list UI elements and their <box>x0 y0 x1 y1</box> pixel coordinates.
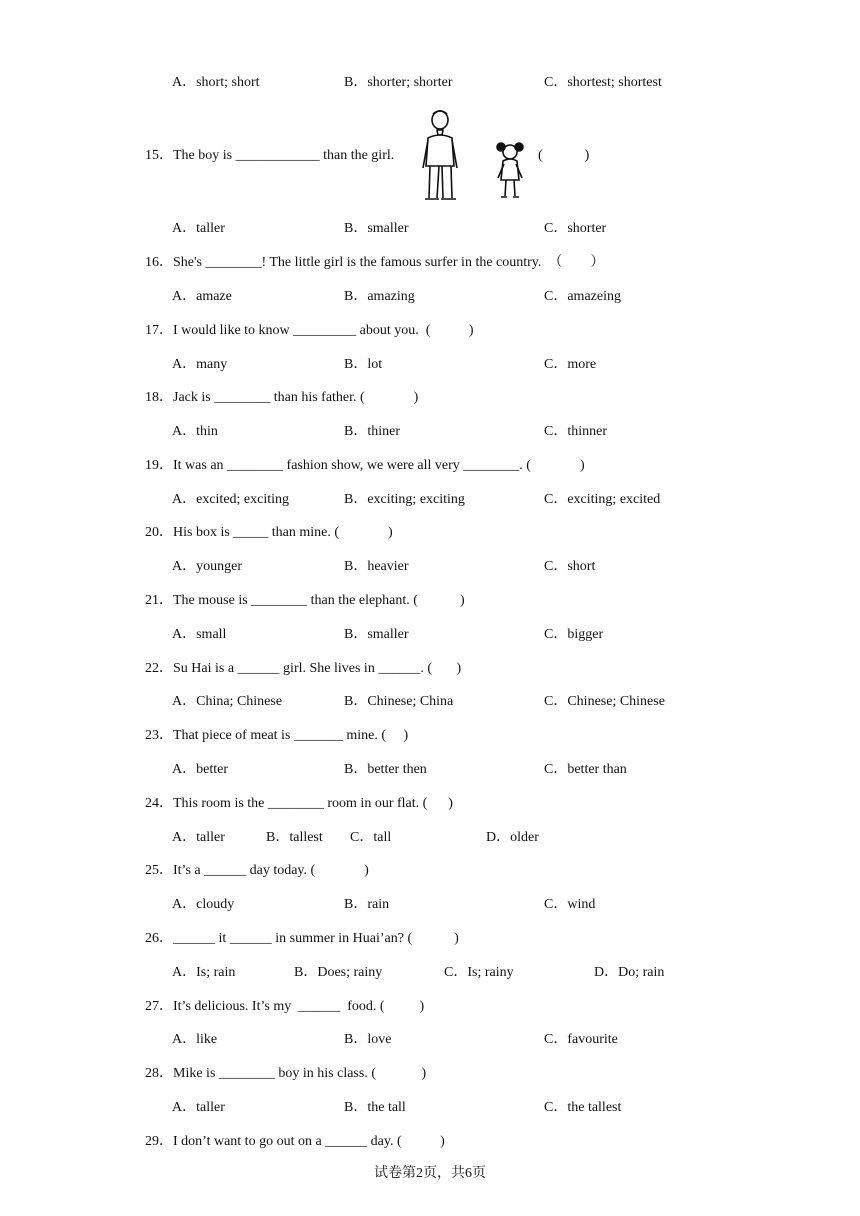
option-d: D．older <box>486 830 539 845</box>
option-b: B．exciting; exciting <box>344 492 465 507</box>
option-c: C．wind <box>544 897 596 912</box>
question-18: 18．Jack is ________ than his father. ( ) <box>145 390 419 405</box>
option-b: B．smaller <box>344 221 409 236</box>
question-17: 17．I would like to know _________ about you. ( ) <box>145 323 474 338</box>
option-b: B．better then <box>344 762 427 777</box>
option-a: A．younger <box>172 559 242 574</box>
question-21: 21．The mouse is ________ than the elephant. ( ) <box>145 593 465 608</box>
option-c: C．shorter <box>544 221 607 236</box>
question-16: 16．She's ________! The little girl is the famous surfer in the country. （ ） <box>145 255 605 270</box>
option-a: A．taller <box>172 1100 225 1115</box>
option-b: B．Chinese; China <box>344 694 454 709</box>
option-c: C．better than <box>544 762 627 777</box>
girl-figure <box>497 143 523 197</box>
option-a: A．small <box>172 627 227 642</box>
option-a: A．taller <box>172 830 225 845</box>
question-19: 19．It was an ________ fashion show, we were all very ________. ( ) <box>145 458 585 473</box>
option-a: A．thin <box>172 424 218 439</box>
option-c: C．tall <box>350 830 392 845</box>
question-23: 23．That piece of meat is _______ mine. ( ) <box>145 728 409 743</box>
option-c: C．the tallest <box>544 1100 622 1115</box>
option-d: D．Do; rain <box>594 965 665 980</box>
option-a: A．China; Chinese <box>172 694 283 709</box>
question-20: 20．His box is _____ than mine. ( ) <box>145 525 393 540</box>
option-b: B．shorter; shorter <box>344 75 453 90</box>
option-c: C．amazeing <box>544 289 621 304</box>
option-c: C．Is; rainy <box>444 965 514 980</box>
option-c: C．thinner <box>544 424 607 439</box>
question-29: 29．I don’t want to go out on a ______ day. ( ) <box>145 1134 445 1149</box>
option-b: B．the tall <box>344 1100 406 1115</box>
option-c: C．exciting; excited <box>544 492 661 507</box>
option-b: B．Does; rainy <box>294 965 383 980</box>
option-b: B．smaller <box>344 627 409 642</box>
option-b: B．lot <box>344 357 383 372</box>
option-c: C．shortest; shortest <box>544 75 662 90</box>
option-c: C．bigger <box>544 627 604 642</box>
question-22: 22．Su Hai is a ______ girl. She lives in ______. ( ) <box>145 661 462 676</box>
option-b: B．heavier <box>344 559 409 574</box>
option-a: A．many <box>172 357 228 372</box>
option-a: A．excited; exciting <box>172 492 290 507</box>
option-a: A．better <box>172 762 228 777</box>
question-27: 27．It’s delicious. It’s my ______ food. ( ) <box>145 999 425 1014</box>
question-28: 28．Mike is ________ boy in his class. ( ) <box>145 1066 427 1081</box>
option-c: C．favourite <box>544 1032 618 1047</box>
boy-figure <box>423 111 457 199</box>
question-26: 26．______ it ______ in summer in Huai’an? ( ) <box>145 931 459 946</box>
option-b: B．tallest <box>266 830 323 845</box>
option-a: A．taller <box>172 221 225 236</box>
option-b: B．thiner <box>344 424 400 439</box>
option-c: C．more <box>544 357 597 372</box>
option-a: A．short; short <box>172 75 260 90</box>
boy-girl-illustration <box>418 108 528 204</box>
question-25: 25．It’s a ______ day today. ( ) <box>145 863 369 878</box>
option-b: B．amazing <box>344 289 415 304</box>
option-a: A．amaze <box>172 289 232 304</box>
option-a: A．like <box>172 1032 218 1047</box>
option-b: B．love <box>344 1032 392 1047</box>
question-15: 15．The boy is ____________ than the girl. <box>145 148 395 163</box>
option-b: B．rain <box>344 897 390 912</box>
option-c: C．short <box>544 559 596 574</box>
option-c: C．Chinese; Chinese <box>544 694 665 709</box>
page-footer: 试卷第2页，共6页 <box>374 1166 486 1181</box>
option-a: A．cloudy <box>172 897 235 912</box>
answer-paren: ( ) <box>538 148 590 163</box>
question-24: 24．This room is the ________ room in our flat. ( ) <box>145 796 453 811</box>
option-a: A．Is; rain <box>172 965 236 980</box>
